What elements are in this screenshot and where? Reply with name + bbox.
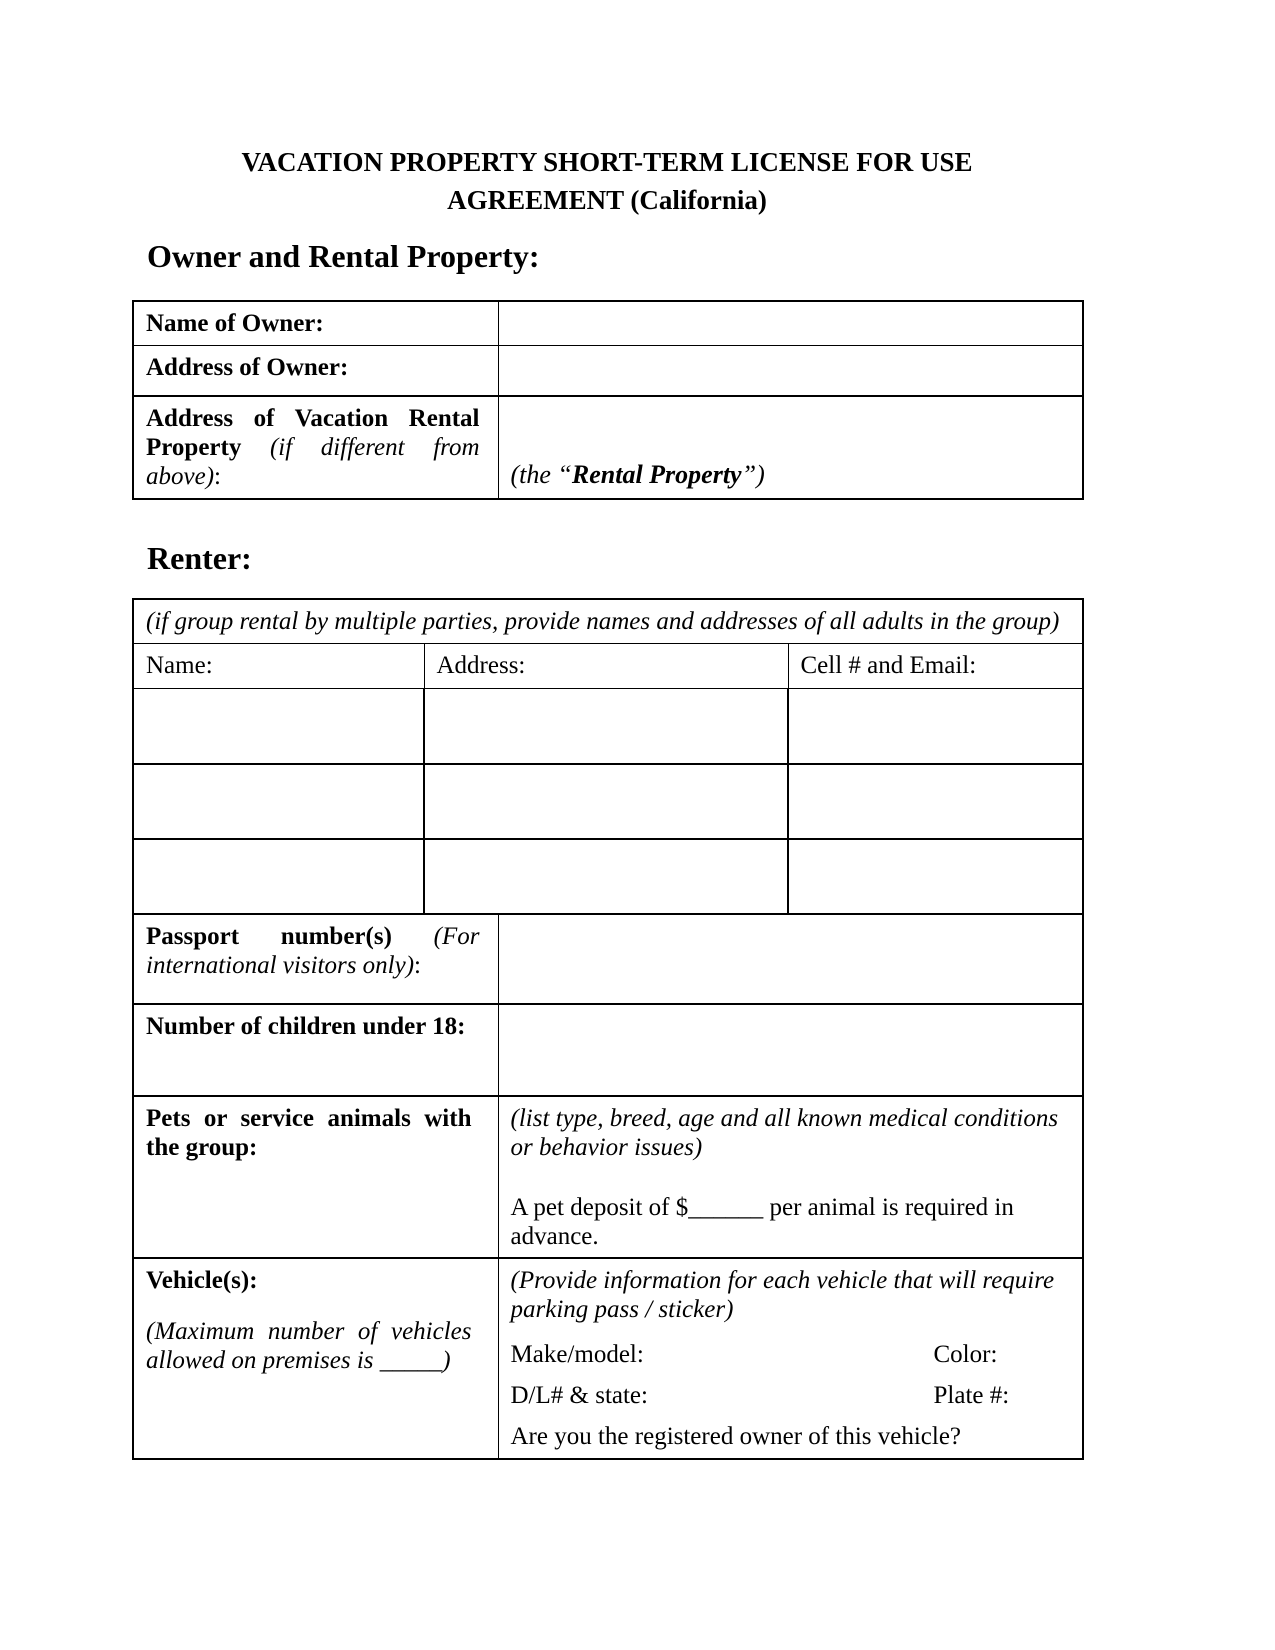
renter-section-heading: Renter: (147, 540, 252, 576)
children-row (133, 1004, 1083, 1096)
color-label: Color: (933, 1340, 998, 1368)
owner-name-row (133, 301, 1083, 346)
pets-field[interactable] (498, 1096, 1083, 1258)
renter-2-cell-email-field[interactable] (788, 764, 1083, 839)
plate-label: Plate #: (933, 1381, 1010, 1409)
rental-property-address-label-italic: (if different from above) (146, 433, 480, 490)
owner-address-row (133, 346, 1083, 396)
renter-table (132, 598, 1084, 1460)
vehicles-field[interactable] (498, 1258, 1083, 1459)
vehicles-label-bold: Vehicle(s): (146, 1266, 258, 1294)
vehicles-row (133, 1258, 1083, 1459)
passport-row (133, 914, 1083, 1004)
owner-name-label: Name of Owner: (133, 301, 498, 346)
column-header-name: Name: (133, 644, 424, 689)
document-title (132, 143, 1082, 219)
rental-property-address-row (133, 396, 1083, 499)
owner-section-heading: Owner and Rental Property: (147, 238, 540, 274)
passport-label-italic: (For international visitors only) (146, 922, 480, 979)
pet-deposit-note: A pet deposit of $______ per animal is required in advance. (510, 1193, 1014, 1250)
renter-2-address-field[interactable] (424, 764, 788, 839)
pets-note: (list type, breed, age and all known medical conditions or behavior issues) (510, 1104, 1059, 1161)
group-rental-note-row (133, 599, 1083, 644)
pets-row (133, 1096, 1083, 1258)
owner-table (132, 300, 1084, 500)
make-model-label: Make/model: (510, 1340, 644, 1368)
renter-row-1 (133, 689, 1083, 764)
renter-3-name-field[interactable] (133, 839, 424, 914)
renter-1-address-field[interactable] (424, 689, 788, 764)
owner-address-label: Address of Owner: (133, 346, 498, 396)
owner-address-field[interactable] (498, 346, 1083, 396)
renter-row-2 (133, 764, 1083, 839)
renter-row-3 (133, 839, 1083, 914)
group-rental-note: (if group rental by multiple parties, provide names and addresses of all adults in the group) (133, 599, 1083, 644)
rental-property-address-field[interactable] (498, 396, 1083, 499)
children-label: Number of children under 18: (133, 1004, 498, 1096)
column-header-cell-email: Cell # and Email: (788, 644, 1083, 689)
renter-2-name-field[interactable] (133, 764, 424, 839)
passport-label: Passport number(s) (For international visitors only): (133, 914, 498, 1004)
rental-property-address-label-bold: Address of Vacation Rental Property (146, 404, 480, 461)
vehicles-note: (Provide information for each vehicle that will require parking pass / sticker) (510, 1266, 1055, 1323)
document-title-line2: AGREEMENT (California) (447, 185, 767, 215)
vehicle-dl-plate-line (511, 1381, 1065, 1410)
rental-property-caption: (the “Rental Property”) (510, 459, 765, 489)
passport-number-field[interactable] (498, 914, 1083, 1004)
renter-3-address-field[interactable] (424, 839, 788, 914)
children-count-field[interactable] (498, 1004, 1083, 1096)
passport-label-bold: Passport number(s) (146, 922, 392, 950)
renter-1-cell-email-field[interactable] (788, 689, 1083, 764)
vehicle-make-color-line (511, 1340, 1065, 1369)
registered-owner-question: Are you the registered owner of this vehicle? (510, 1422, 962, 1450)
document-title-line1: VACATION PROPERTY SHORT-TERM LICENSE FOR USE (241, 147, 973, 177)
renter-1-name-field[interactable] (133, 689, 424, 764)
rental-property-address-label: Address of Vacation Rental Property (if different from above): (133, 396, 498, 499)
renter-header-row (133, 644, 1083, 689)
vehicles-max-note: (Maximum number of vehicles allowed on premises is _____) (146, 1317, 472, 1374)
owner-name-field[interactable] (498, 301, 1083, 346)
column-header-address: Address: (424, 644, 788, 689)
vehicles-label (133, 1258, 498, 1459)
renter-3-cell-email-field[interactable] (788, 839, 1083, 914)
dl-state-label: D/L# & state: (510, 1381, 648, 1409)
pets-label: Pets or service animals with the group: (133, 1096, 498, 1258)
